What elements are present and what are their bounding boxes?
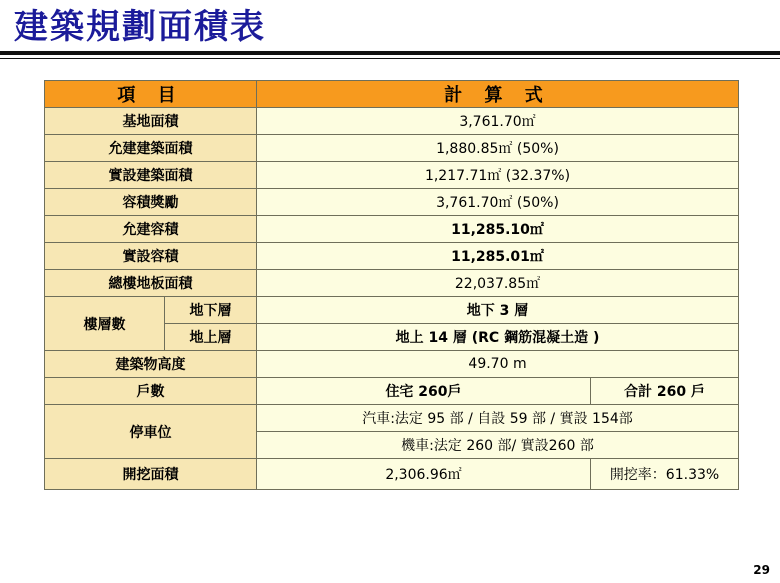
basement-value: 地下 3 層 — [257, 297, 739, 324]
site-area-value: 3,761.70㎡ — [257, 108, 739, 135]
total-floor-area-value: 22,037.85㎡ — [257, 270, 739, 297]
parking-label: 停車位 — [45, 405, 257, 459]
table-row — [45, 270, 739, 297]
title-divider-thin — [0, 58, 780, 59]
units-label: 戶數 — [45, 378, 257, 405]
page-number: 29 — [753, 563, 770, 577]
above-ground-label: 地上層 — [165, 324, 257, 351]
units-total: 合計 260 戶 — [591, 378, 739, 405]
header-item: 項 目 — [45, 81, 257, 108]
allowed-far-label: 允建容積 — [45, 216, 257, 243]
table-header-row — [45, 81, 739, 108]
page-title: 建築規劃面積表 — [14, 7, 266, 47]
actual-far-label: 實設容積 — [45, 243, 257, 270]
table-row — [45, 405, 739, 432]
table-row — [45, 297, 739, 324]
excavation-area-label: 開挖面積 — [45, 459, 257, 490]
header-formula: 計 算 式 — [257, 81, 739, 108]
table-row — [45, 378, 739, 405]
basement-label: 地下層 — [165, 297, 257, 324]
table-row — [45, 216, 739, 243]
table-row — [45, 135, 739, 162]
total-floor-area-label: 總樓地板面積 — [45, 270, 257, 297]
above-ground-value: 地上 14 層 (RC 鋼筋混凝土造 ) — [257, 324, 739, 351]
parking-motorcycle-value: 機車:法定 260 部/ 實設260 部 — [257, 432, 739, 459]
building-height-label: 建築物高度 — [45, 351, 257, 378]
table-row — [45, 351, 739, 378]
area-planning-table — [44, 80, 739, 490]
building-height-value: 49.70 m — [257, 351, 739, 378]
actual-far-value: 11,285.01㎡ — [257, 243, 739, 270]
far-bonus-label: 容積獎勵 — [45, 189, 257, 216]
table-row — [45, 162, 739, 189]
table-row — [45, 459, 739, 490]
table-row — [45, 189, 739, 216]
actual-building-area-label: 實設建築面積 — [45, 162, 257, 189]
far-bonus-value: 3,761.70㎡ (50%) — [257, 189, 739, 216]
allowed-building-area-label: 允建建築面積 — [45, 135, 257, 162]
allowed-building-area-value: 1,880.85㎡ (50%) — [257, 135, 739, 162]
excavation-ratio: 開挖率：61.33% — [591, 459, 739, 490]
allowed-far-value: 11,285.10㎡ — [257, 216, 739, 243]
parking-car-value: 汽車:法定 95 部 / 自設 59 部 / 實設 154部 — [257, 405, 739, 432]
actual-building-area-value: 1,217.71㎡ (32.37%) — [257, 162, 739, 189]
table-row — [45, 108, 739, 135]
floors-label: 樓層數 — [45, 297, 165, 351]
table-row — [45, 243, 739, 270]
site-area-label: 基地面積 — [45, 108, 257, 135]
excavation-area-value: 2,306.96㎡ — [257, 459, 591, 490]
title-divider — [0, 51, 780, 55]
units-value: 住宅 260戶 — [257, 378, 591, 405]
